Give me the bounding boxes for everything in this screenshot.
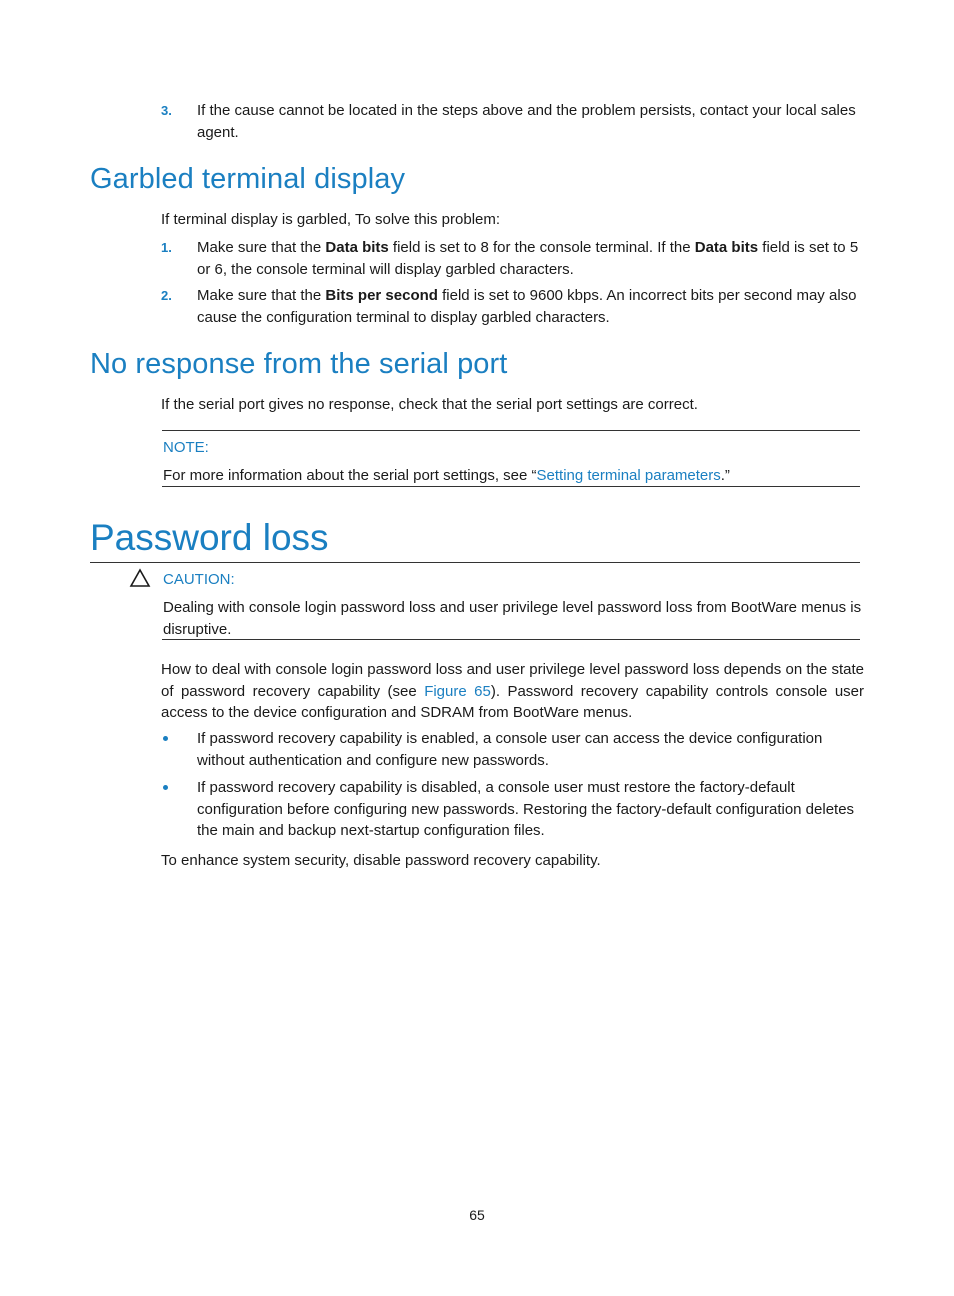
setting-terminal-parameters-link[interactable]: Setting terminal parameters — [536, 467, 721, 484]
password-closing: To enhance system security, disable password recovery capability. — [161, 852, 601, 869]
bullet-icon — [163, 785, 168, 790]
caution-bottom-rule — [162, 639, 860, 640]
page-number: 65 — [469, 1207, 485, 1223]
figure-65-link[interactable]: Figure 65 — [424, 682, 491, 700]
bullet-icon — [163, 736, 168, 741]
step-number: 3. — [161, 103, 172, 118]
step-text: If the cause cannot be located in the steps above and the problem persists, contact your local sales agent. — [197, 102, 856, 141]
garbled-intro: If terminal display is garbled, To solve this problem: — [161, 211, 501, 228]
note-label: NOTE: — [163, 439, 209, 456]
section-heading-garbled: Garbled terminal display — [90, 163, 406, 195]
bullet-text: If password recovery capability is disabled, a console user must restore the factory-default configuration before configuring new passwords. Restoring the factory-default configuration deletes the main and backup next-startup configuration files. — [197, 779, 855, 839]
step-number: 1. — [161, 240, 172, 255]
caution-text: Dealing with console login password loss and user privilege level password loss from BootWare menus is disruptive. — [163, 599, 862, 638]
password-para-1: How to deal with console login password loss and user privilege level password loss depends on the state of password recovery capability (see Figure 65). Password recovery capability controls console user access to the device configuration and SDRAM from BootWare menus. — [161, 661, 865, 721]
step-text: Make sure that the Bits per second field is set to 9600 kbps. An incorrect bits per second may also cause the configuration terminal to display garbled characters. — [197, 287, 857, 326]
chapter-heading-password-loss: Password loss — [90, 517, 329, 558]
caution-icon — [129, 568, 151, 588]
note-bottom-rule — [162, 486, 860, 487]
bullet-text: If password recovery capability is enabled, a console user can access the device configuration without authentication and configure new passwords. — [197, 730, 823, 769]
heading-rule — [90, 562, 860, 563]
serial-intro: If the serial port gives no response, check that the serial port settings are correct. — [161, 396, 698, 413]
caution-label: CAUTION: — [163, 571, 235, 588]
garbled-step-1 — [161, 237, 864, 280]
garbled-step-2 — [161, 285, 864, 328]
section-heading-serial: No response from the serial port — [90, 348, 508, 380]
note-top-rule — [162, 430, 860, 431]
step-text: Make sure that the Data bits field is set to 8 for the console terminal. If the Data bits field is set to 5 or 6, the console terminal will display garbled characters. — [197, 239, 859, 278]
step-number: 2. — [161, 288, 172, 303]
step-3 — [161, 100, 864, 143]
bullet-item — [161, 777, 864, 842]
bullet-item — [161, 728, 864, 771]
note-text: For more information about the serial port settings, see “Setting terminal parameters.” — [163, 467, 730, 484]
